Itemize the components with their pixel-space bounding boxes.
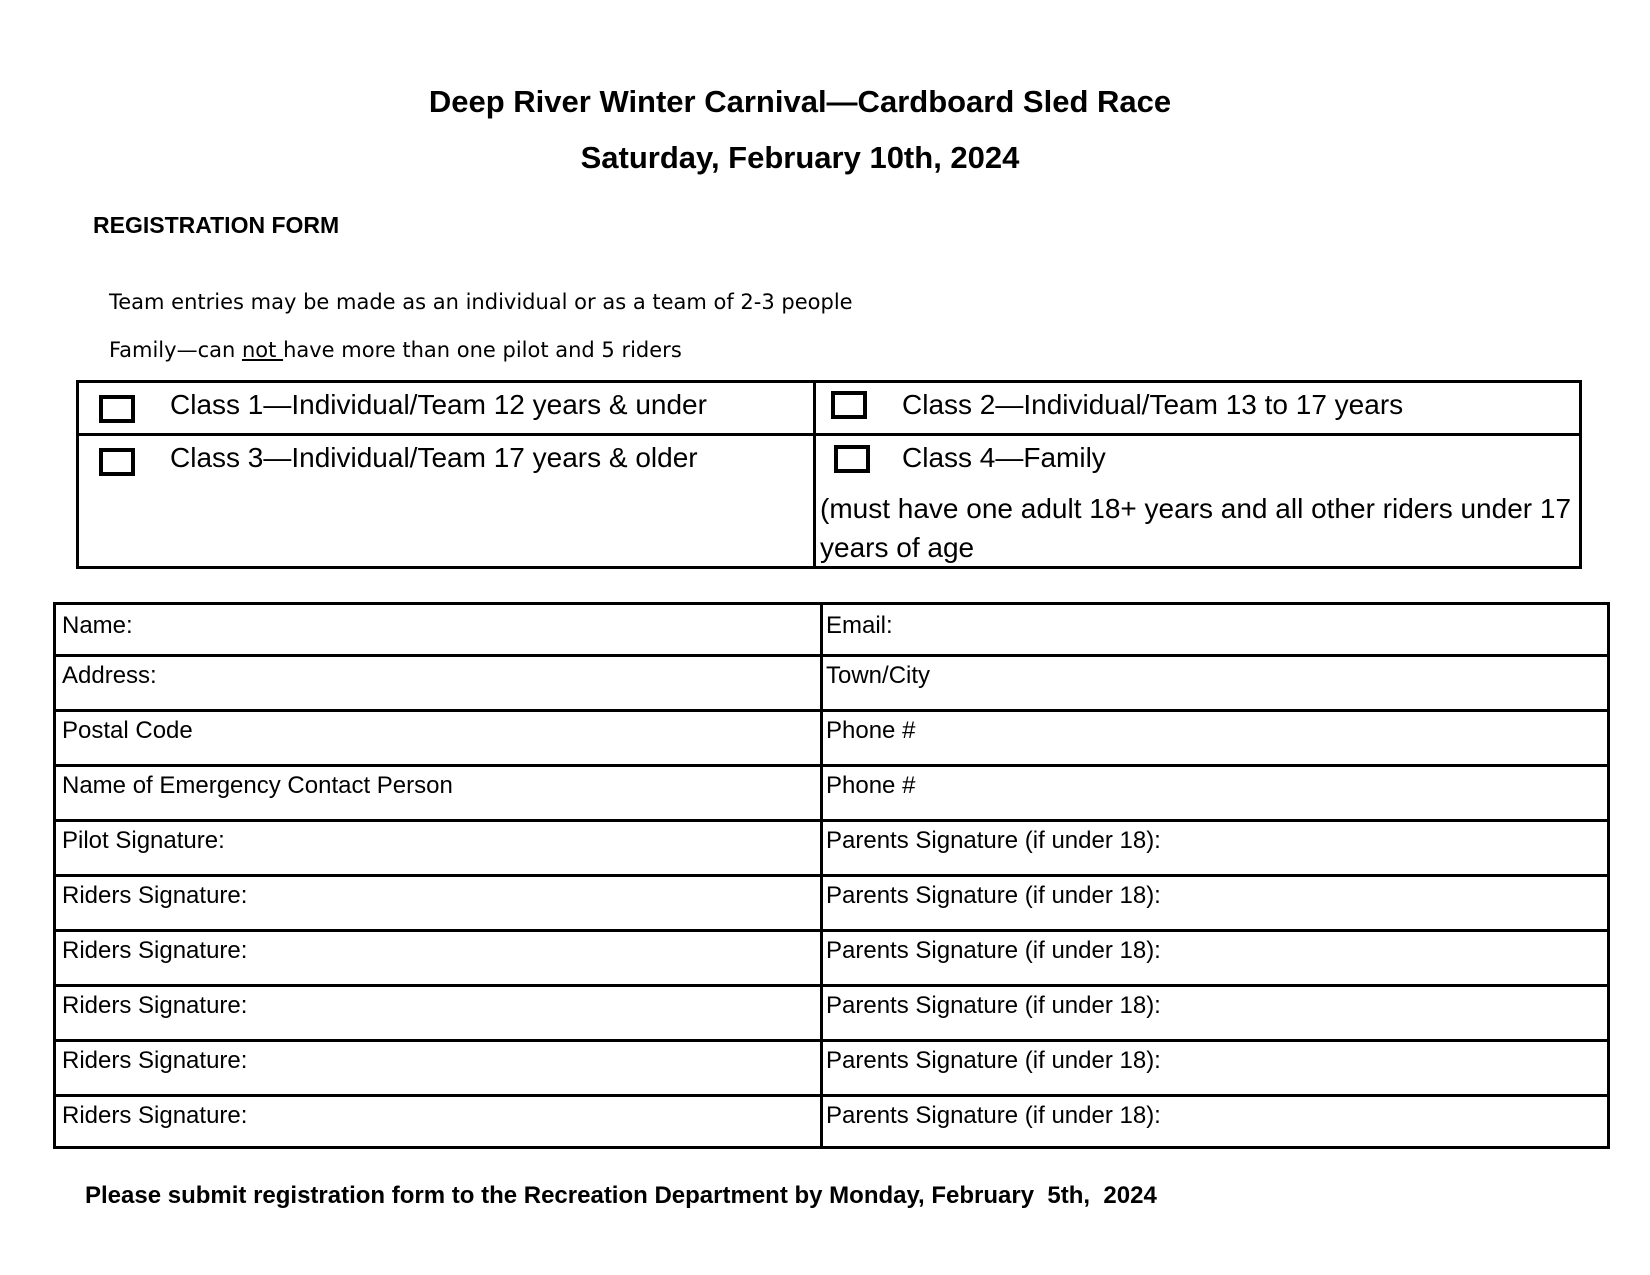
postal-code-field[interactable]: Postal Code <box>62 717 193 744</box>
parent-signature-field[interactable]: Parents Signature (if under 18): <box>826 1102 1161 1129</box>
rider-signature-field[interactable]: Riders Signature: <box>62 1102 248 1129</box>
class-selection-table <box>76 380 1582 569</box>
class-3-checkbox[interactable] <box>99 448 135 476</box>
class-3-label: Class 3—Individual/Team 17 years & older <box>170 442 698 473</box>
family-note-emphasis: not <box>241 338 284 362</box>
registrant-details-table <box>53 602 1610 1149</box>
class-2-label: Class 2—Individual/Team 13 to 17 years <box>902 389 1404 420</box>
table-divider <box>56 1094 1607 1097</box>
class-1-checkbox[interactable] <box>99 395 135 423</box>
rider-signature-field[interactable]: Riders Signature: <box>62 882 248 909</box>
class-4-label: Class 4—Family <box>902 442 1106 473</box>
form-label: REGISTRATION FORM <box>93 212 340 238</box>
parent-signature-field[interactable]: Parents Signature (if under 18): <box>826 937 1161 964</box>
event-date: Saturday, February 10th, 2024 <box>580 140 1020 175</box>
rider-signature-field[interactable]: Riders Signature: <box>62 992 248 1019</box>
table-divider <box>56 709 1607 712</box>
table-divider <box>56 764 1607 767</box>
table-divider <box>56 654 1607 657</box>
name-field[interactable]: Name: <box>62 612 133 639</box>
pilot-signature-field[interactable]: Pilot Signature: <box>62 827 225 854</box>
table-divider <box>56 819 1607 822</box>
class-4-checkbox[interactable] <box>834 445 870 473</box>
class-4-note: (must have one adult 18+ years and all other riders under 17 years of age <box>820 493 1572 563</box>
emergency-contact-field[interactable]: Name of Emergency Contact Person <box>62 772 453 799</box>
table-divider <box>56 1039 1607 1042</box>
email-field[interactable]: Email: <box>826 612 893 639</box>
class-2-checkbox[interactable] <box>831 391 867 419</box>
table-divider <box>56 929 1607 932</box>
table-divider <box>56 874 1607 877</box>
town-city-field[interactable]: Town/City <box>826 662 931 689</box>
team-entry-note: Team entries may be made as an individual or as a team of 2-3 people <box>109 290 853 314</box>
parent-signature-field[interactable]: Parents Signature (if under 18): <box>826 882 1161 909</box>
rider-signature-field[interactable]: Riders Signature: <box>62 1047 248 1074</box>
parent-signature-field[interactable]: Parents Signature (if under 18): <box>826 992 1161 1019</box>
address-field[interactable]: Address: <box>62 662 157 689</box>
table-divider <box>79 433 1579 436</box>
phone-field[interactable]: Phone # <box>826 717 916 744</box>
emergency-phone-field[interactable]: Phone # <box>826 772 916 799</box>
parent-signature-field[interactable]: Parents Signature (if under 18): <box>826 827 1161 854</box>
family-rule-note <box>109 338 682 362</box>
page-title: Deep River Winter Carnival—Cardboard Sled Race <box>428 84 1172 119</box>
parent-signature-field[interactable]: Parents Signature (if under 18): <box>826 1047 1161 1074</box>
family-note-pre: Family—can <box>109 338 242 362</box>
table-divider <box>813 383 816 566</box>
family-note-post: have more than one pilot and 5 riders <box>283 338 682 362</box>
rider-signature-field[interactable]: Riders Signature: <box>62 937 248 964</box>
class-1-label: Class 1—Individual/Team 12 years & under <box>170 389 707 420</box>
table-divider <box>56 984 1607 987</box>
submission-deadline: Please submit registration form to the Recreation Department by Monday, February 5th, 2024 <box>85 1182 1157 1209</box>
